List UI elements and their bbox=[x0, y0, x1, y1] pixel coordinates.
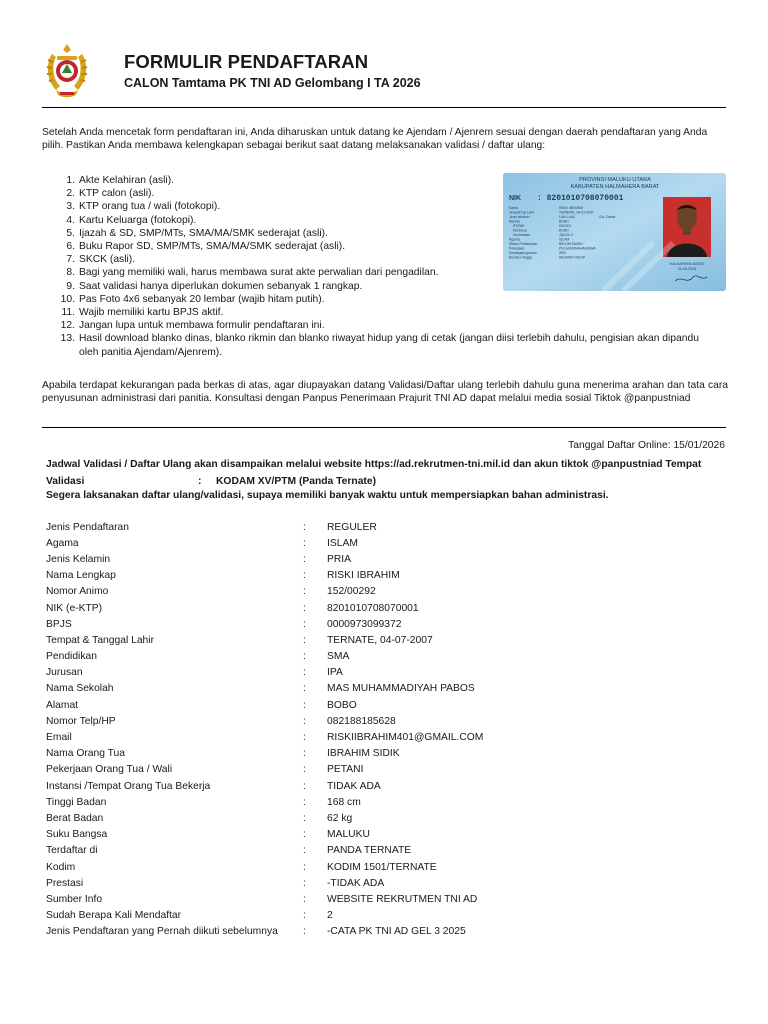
ktp-field-label: Jenis kelamin bbox=[509, 215, 530, 219]
field-value: PRIA bbox=[327, 553, 352, 565]
field-separator: : bbox=[303, 715, 306, 727]
field-label: Jenis Kelamin bbox=[46, 553, 111, 565]
page-subtitle: CALON Tamtama PK TNI AD Gelombang I TA 2026 bbox=[124, 76, 421, 90]
field-value: ISLAM bbox=[327, 537, 358, 549]
registration-details bbox=[46, 519, 726, 940]
field-label: Sudah Berapa Kali Mendaftar bbox=[46, 910, 182, 922]
field-value: 168 cm bbox=[327, 796, 361, 808]
ktp-job: PELAJAR/MAHASISWA bbox=[559, 246, 596, 251]
table-row bbox=[46, 746, 726, 762]
field-value: 0000973099372 bbox=[327, 618, 402, 630]
field-value: 082188185628 bbox=[327, 715, 396, 727]
field-value: WEBSITE REKRUTMEN TNI AD bbox=[327, 893, 478, 905]
ktp-village: BOBO bbox=[559, 228, 569, 233]
field-label: Suku Bangsa bbox=[46, 829, 108, 841]
field-label: Nama Lengkap bbox=[46, 570, 116, 582]
list-item: 13. Hasil download blanko dinas, blanko rikmin dan blanko riwayat hidup yang di cetak (jangan diisi terlebih dahulu, pengisian akan dipandu oleh panitia Ajendam/Ajenrem). bbox=[60, 333, 699, 358]
field-separator: : bbox=[303, 780, 306, 792]
table-row bbox=[46, 616, 726, 632]
list-item: 5. Ijazah & SD, SMP/MTs, SMA/MA/SMK sederajat (asli). bbox=[66, 227, 328, 239]
registration-date: Tanggal Daftar Online: 15/01/2026 bbox=[568, 440, 725, 451]
field-value: SMA bbox=[327, 651, 350, 663]
ktp-nik-label: NIK bbox=[509, 195, 522, 202]
field-separator: : bbox=[303, 651, 306, 663]
field-label: Alamat bbox=[46, 699, 79, 711]
ktp-province: PROVINSI MALUKU UTARA bbox=[579, 177, 651, 183]
field-separator: : bbox=[303, 521, 306, 533]
table-row bbox=[46, 697, 726, 713]
ktp-blood: Gol. Darah bbox=[599, 215, 616, 219]
field-label: Nomor Animo bbox=[46, 586, 109, 598]
validation-place-sep: : bbox=[198, 476, 202, 487]
field-separator: : bbox=[303, 829, 306, 841]
field-separator: : bbox=[303, 732, 306, 744]
field-separator: : bbox=[303, 748, 306, 760]
list-item: 12. Jangan lupa untuk membawa formulir pendaftaran ini. bbox=[60, 320, 325, 332]
ktp-issue-date: 21-05-2025 bbox=[677, 267, 697, 271]
ktp-citizen: WNI bbox=[559, 251, 566, 255]
ktp-field-label: Tempat/Tgl Lahir bbox=[509, 210, 535, 215]
ktp-field-label: Status Perkawinan bbox=[509, 242, 538, 246]
field-value: TERNATE, 04-07-2007 bbox=[327, 634, 433, 646]
tni-ad-emblem-icon bbox=[42, 40, 92, 98]
list-item: 1. Akte Kelahiran (asli). bbox=[66, 175, 174, 186]
field-value: RISKI IBRAHIM bbox=[327, 570, 400, 582]
table-row bbox=[46, 827, 726, 843]
field-separator: : bbox=[303, 570, 306, 582]
field-value: IBRAHIM SIDIK bbox=[327, 748, 400, 760]
schedule-info bbox=[46, 456, 730, 490]
table-row bbox=[46, 810, 726, 826]
field-value: -CATA PK TNI AD GEL 3 2025 bbox=[327, 926, 466, 938]
field-label: Tempat & Tanggal Lahir bbox=[46, 634, 154, 646]
field-label: Terdaftar di bbox=[46, 845, 98, 857]
field-label: Prestasi bbox=[46, 877, 84, 889]
field-separator: : bbox=[303, 893, 306, 905]
field-value: RISKIIBRAHIM401@GMAIL.COM bbox=[327, 732, 484, 744]
schedule-line: Jadwal Validasi / Daftar Ulang akan disampaikan melalui website https://ad.rekrutmen-tni.mil.id dan akun tiktok @panpustniad Tempat bbox=[46, 459, 702, 470]
field-value: PETANI bbox=[327, 764, 364, 776]
table-row bbox=[46, 843, 726, 859]
list-item: 11. Wajib memiliki kartu BPJS aktif. bbox=[61, 307, 224, 319]
list-item: 4. Kartu Keluarga (fotokopi). bbox=[66, 214, 197, 226]
field-label: Jurusan bbox=[46, 667, 83, 679]
list-item: 8. Bagi yang memiliki wali, harus membawa surat akte perwalian dari pengadilan. bbox=[66, 267, 439, 279]
ktp-rtrw: 001/001 bbox=[559, 224, 572, 228]
field-label: Instansi /Tempat Orang Tua Bekerja bbox=[46, 780, 211, 792]
field-value: 2 bbox=[327, 910, 333, 922]
field-label: Email bbox=[46, 732, 72, 744]
table-row bbox=[46, 859, 726, 875]
validation-place-label: Validasi bbox=[46, 476, 85, 487]
table-row bbox=[46, 794, 726, 810]
field-label: Berat Badan bbox=[46, 812, 104, 824]
field-value: 8201010708070001 bbox=[327, 602, 419, 614]
field-value: 62 kg bbox=[327, 812, 353, 824]
field-separator: : bbox=[303, 683, 306, 695]
field-label: Pendidikan bbox=[46, 651, 97, 663]
table-row bbox=[46, 762, 726, 778]
field-separator: : bbox=[303, 877, 306, 889]
field-separator: : bbox=[303, 553, 306, 565]
intro-paragraph: Setelah Anda mencetak form pendaftaran ini, Anda diharuskan untuk datang ke Ajendam / Ajenrem sesuai dengan daerah pendaftaran yang Anda pilih. Pastikan Anda membawa kelengkapan sebagai berikut saat datang melaksanakan validasi / daftar ulang: bbox=[42, 127, 708, 151]
validation-place-value: KODAM XV/PTM (Panda Ternate) bbox=[216, 476, 376, 487]
table-row bbox=[46, 535, 726, 551]
field-separator: : bbox=[303, 796, 306, 808]
field-label: NIK (e-KTP) bbox=[46, 602, 103, 614]
ktp-field-label: Nama bbox=[509, 206, 519, 210]
ktp-regency: KABUPATEN HALMAHERA BARAT bbox=[570, 184, 660, 190]
field-value: REGULER bbox=[327, 521, 377, 533]
table-row bbox=[46, 908, 726, 924]
table-row bbox=[46, 681, 726, 697]
field-separator: : bbox=[303, 586, 306, 598]
field-label: Jenis Pendaftaran bbox=[46, 521, 130, 533]
field-value: TIDAK ADA bbox=[327, 780, 381, 792]
table-row bbox=[46, 875, 726, 891]
validation-place bbox=[46, 473, 730, 490]
ktp-name: RISKI IBRAHIM bbox=[559, 206, 583, 210]
field-label: Pekerjaan Orang Tua / Wali bbox=[46, 764, 173, 776]
list-item: 9. Saat validasi hanya diperlukan dokumen sebanyak 1 rangkap. bbox=[66, 280, 363, 292]
field-separator: : bbox=[303, 845, 306, 857]
list-item: 3. KTP orang tua / wali (fotokopi). bbox=[66, 201, 221, 213]
ktp-field-label: RT/RW bbox=[513, 224, 524, 228]
field-value: IPA bbox=[327, 667, 343, 679]
field-value: MAS MUHAMMADIYAH PABOS bbox=[327, 683, 475, 695]
field-label: Agama bbox=[46, 537, 79, 549]
table-row bbox=[46, 924, 726, 940]
list-item: 10. Pas Foto 4x6 sebanyak 20 lembar (wajib hitam putih). bbox=[60, 293, 325, 305]
section-divider bbox=[42, 427, 726, 428]
field-label: Nomor Telp/HP bbox=[46, 715, 116, 727]
ktp-field-label: Pekerjaan bbox=[509, 246, 525, 251]
field-separator: : bbox=[303, 537, 306, 549]
field-value: -TIDAK ADA bbox=[327, 877, 385, 889]
table-row bbox=[46, 713, 726, 729]
ktp-district: JAILOLO bbox=[559, 233, 573, 237]
ktp-valid: SEUMUR HIDUP bbox=[559, 255, 586, 260]
ktp-field-label: Alamat bbox=[509, 219, 520, 224]
field-separator: : bbox=[303, 699, 306, 711]
ktp-field-label: Kel/Desa bbox=[513, 228, 527, 233]
field-separator: : bbox=[303, 910, 306, 922]
ktp-field-label: Kewarganegaraan bbox=[509, 251, 537, 255]
page-title: FORMULIR PENDAFTARAN bbox=[124, 51, 369, 72]
list-item: 7. SKCK (asli). bbox=[66, 254, 136, 266]
header-divider bbox=[42, 107, 726, 108]
field-separator: : bbox=[303, 618, 306, 630]
table-row bbox=[46, 551, 726, 567]
table-row bbox=[46, 891, 726, 907]
field-value: BOBO bbox=[327, 699, 357, 711]
field-label: Sumber Info bbox=[46, 893, 103, 905]
table-row bbox=[46, 729, 726, 745]
list-item: 6. Buku Rapor SD, SMP/MTs, SMA/MA/SMK sederajat (asli). bbox=[66, 241, 346, 253]
ktp-field-label: Berlaku Hingga bbox=[509, 255, 533, 260]
field-label: Tinggi Badan bbox=[46, 796, 107, 808]
table-row bbox=[46, 600, 726, 616]
note-paragraph: Apabila terdapat kekurangan pada berkas di atas, agar diupayakan datang Validasi/Daftar ulang terlebih dahulu guna menerima arahan dan tata cara penyusunan administrasi dari panitia. Konsultasi dengan Panpus Penerimaan Prajurit TNI AD dapat melalui media sosial Tiktok @panpustniad bbox=[42, 380, 728, 405]
field-separator: : bbox=[303, 861, 306, 873]
field-label: Kodim bbox=[46, 861, 76, 873]
ktp-birth: TERNATE, 04-07-2007 bbox=[559, 210, 594, 215]
table-row bbox=[46, 632, 726, 648]
ktp-card-image bbox=[503, 173, 726, 291]
table-row bbox=[46, 665, 726, 681]
field-value: 152/00292 bbox=[327, 586, 376, 598]
table-row bbox=[46, 778, 726, 794]
field-label: BPJS bbox=[46, 618, 72, 630]
table-row bbox=[46, 584, 726, 600]
field-value: MALUKU bbox=[327, 829, 370, 841]
field-label: Jenis Pendaftaran yang Pernah diikuti sebelumnya bbox=[46, 926, 278, 938]
ktp-nik: : 8201010708070001 bbox=[537, 194, 624, 203]
ktp-sex: LAKI-LAKI bbox=[559, 215, 575, 219]
field-separator: : bbox=[303, 812, 306, 824]
field-label: Nama Orang Tua bbox=[46, 748, 125, 760]
list-item: 2. KTP calon (asli). bbox=[66, 188, 155, 200]
ktp-field-label: Agama bbox=[509, 237, 520, 242]
field-label: Nama Sekolah bbox=[46, 683, 114, 695]
field-separator: : bbox=[303, 764, 306, 776]
field-value: PANDA TERNATE bbox=[327, 845, 412, 857]
field-separator: : bbox=[303, 667, 306, 679]
ktp-religion: ISLAM bbox=[559, 237, 570, 242]
urge-text: Segera laksanakan daftar ulang/validasi, supaya memiliki banyak waktu untuk mempersiapkan bahan administrasi. bbox=[46, 490, 609, 501]
table-row bbox=[46, 568, 726, 584]
ktp-marital: BELUM KAWIN bbox=[559, 242, 583, 246]
field-separator: : bbox=[303, 926, 306, 938]
ktp-field-label: Kecamatan bbox=[513, 233, 531, 237]
field-separator: : bbox=[303, 602, 306, 614]
ktp-issue-place: HALMAHERA BARAT bbox=[669, 262, 705, 266]
table-row bbox=[46, 649, 726, 665]
ktp-address: BOBO bbox=[559, 219, 569, 224]
table-row bbox=[46, 519, 726, 535]
field-separator: : bbox=[303, 634, 306, 646]
field-value: KODIM 1501/TERNATE bbox=[327, 861, 437, 873]
